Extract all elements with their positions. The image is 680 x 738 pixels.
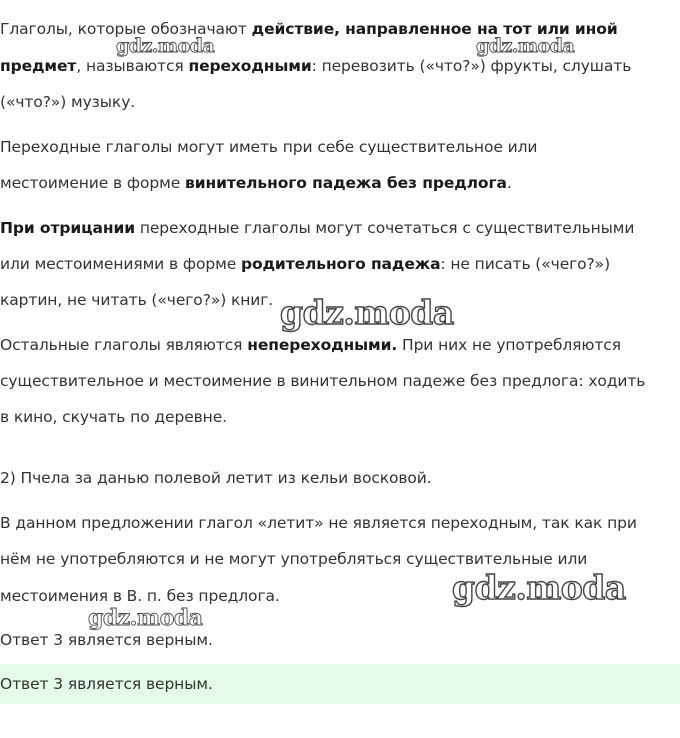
text-segment: : перевозить («что?») фрукты, слушать <box>311 57 632 75</box>
watermark-logo: gdz.moda <box>476 35 575 57</box>
paragraph-4-line-2 <box>0 372 645 390</box>
text-segment: При них не употребляются <box>397 336 621 354</box>
bold-term: непереходными. <box>247 336 398 354</box>
paragraph-2-line-1 <box>0 138 537 156</box>
text-segment: 2) Пчела за данью полевой летит из кельи восковой. <box>0 469 432 487</box>
text-segment: («что?») музыку. <box>0 93 136 111</box>
paragraph-5-line-1 <box>0 469 432 487</box>
bold-term: переходными <box>188 57 312 75</box>
text-segment: нём не употребляются и не могут употребляться существительные или <box>0 550 588 568</box>
text-segment: . <box>506 174 512 192</box>
watermark-logo: gdz.moda <box>452 568 626 607</box>
answer-highlight-box <box>0 664 680 704</box>
bold-term: родительного падежа <box>240 255 441 273</box>
watermark-logo: gdz.moda <box>88 605 203 631</box>
paragraph-6-line-2 <box>0 550 587 568</box>
paragraph-4-line-3 <box>0 408 227 426</box>
text-segment: местоимение в форме <box>0 174 186 192</box>
bold-term: предмет <box>0 57 77 75</box>
text-segment: существительное и местоимение в винительном падеже без предлога: ходить <box>0 372 646 390</box>
text-segment: в кино, скучать по деревне. <box>0 408 227 426</box>
watermark-logo: gdz.moda <box>116 35 215 57</box>
bold-term: При отрицании <box>0 219 135 237</box>
paragraph-6-line-1 <box>0 514 637 532</box>
bold-term: винительного падежа без предлога <box>185 174 507 192</box>
paragraph-3-line-1 <box>0 219 634 237</box>
paragraph-4-line-1 <box>0 336 621 354</box>
paragraph-1-line-1 <box>0 20 618 38</box>
text-segment: переходные глаголы могут сочетаться с существительными <box>135 219 635 237</box>
paragraph-3-line-2 <box>0 255 610 273</box>
bold-term: действие, направленное на тот или иной <box>251 20 618 38</box>
text-segment: Глаголы, которые обозначают <box>0 20 252 38</box>
paragraph-1-line-2 <box>0 57 631 75</box>
text-segment: или местоимениями в форме <box>0 255 241 273</box>
watermark-logo: gdz.moda <box>280 293 454 332</box>
text-segment: : не писать («чего?») <box>440 255 611 273</box>
text-segment: В данном предложении глагол «летит» не является переходным, так как при <box>0 514 637 532</box>
text-segment: картин, не читать («чего?») книг. <box>0 291 274 309</box>
paragraph-6-line-3 <box>0 587 280 605</box>
text-segment: Ответ 3 является верным. <box>0 631 213 649</box>
answer-text: Ответ 3 является верным. <box>0 675 213 693</box>
paragraph-6-line-4 <box>0 631 213 649</box>
text-segment: Остальные глаголы являются <box>0 336 248 354</box>
paragraph-3-line-3 <box>0 291 273 309</box>
text-segment: Переходные глаголы могут иметь при себе существительное или <box>0 138 538 156</box>
text-segment: местоимения в В. п. без предлога. <box>0 587 280 605</box>
text-segment: , называются <box>76 57 189 75</box>
paragraph-1-line-3 <box>0 93 135 111</box>
paragraph-2-line-2 <box>0 174 512 192</box>
